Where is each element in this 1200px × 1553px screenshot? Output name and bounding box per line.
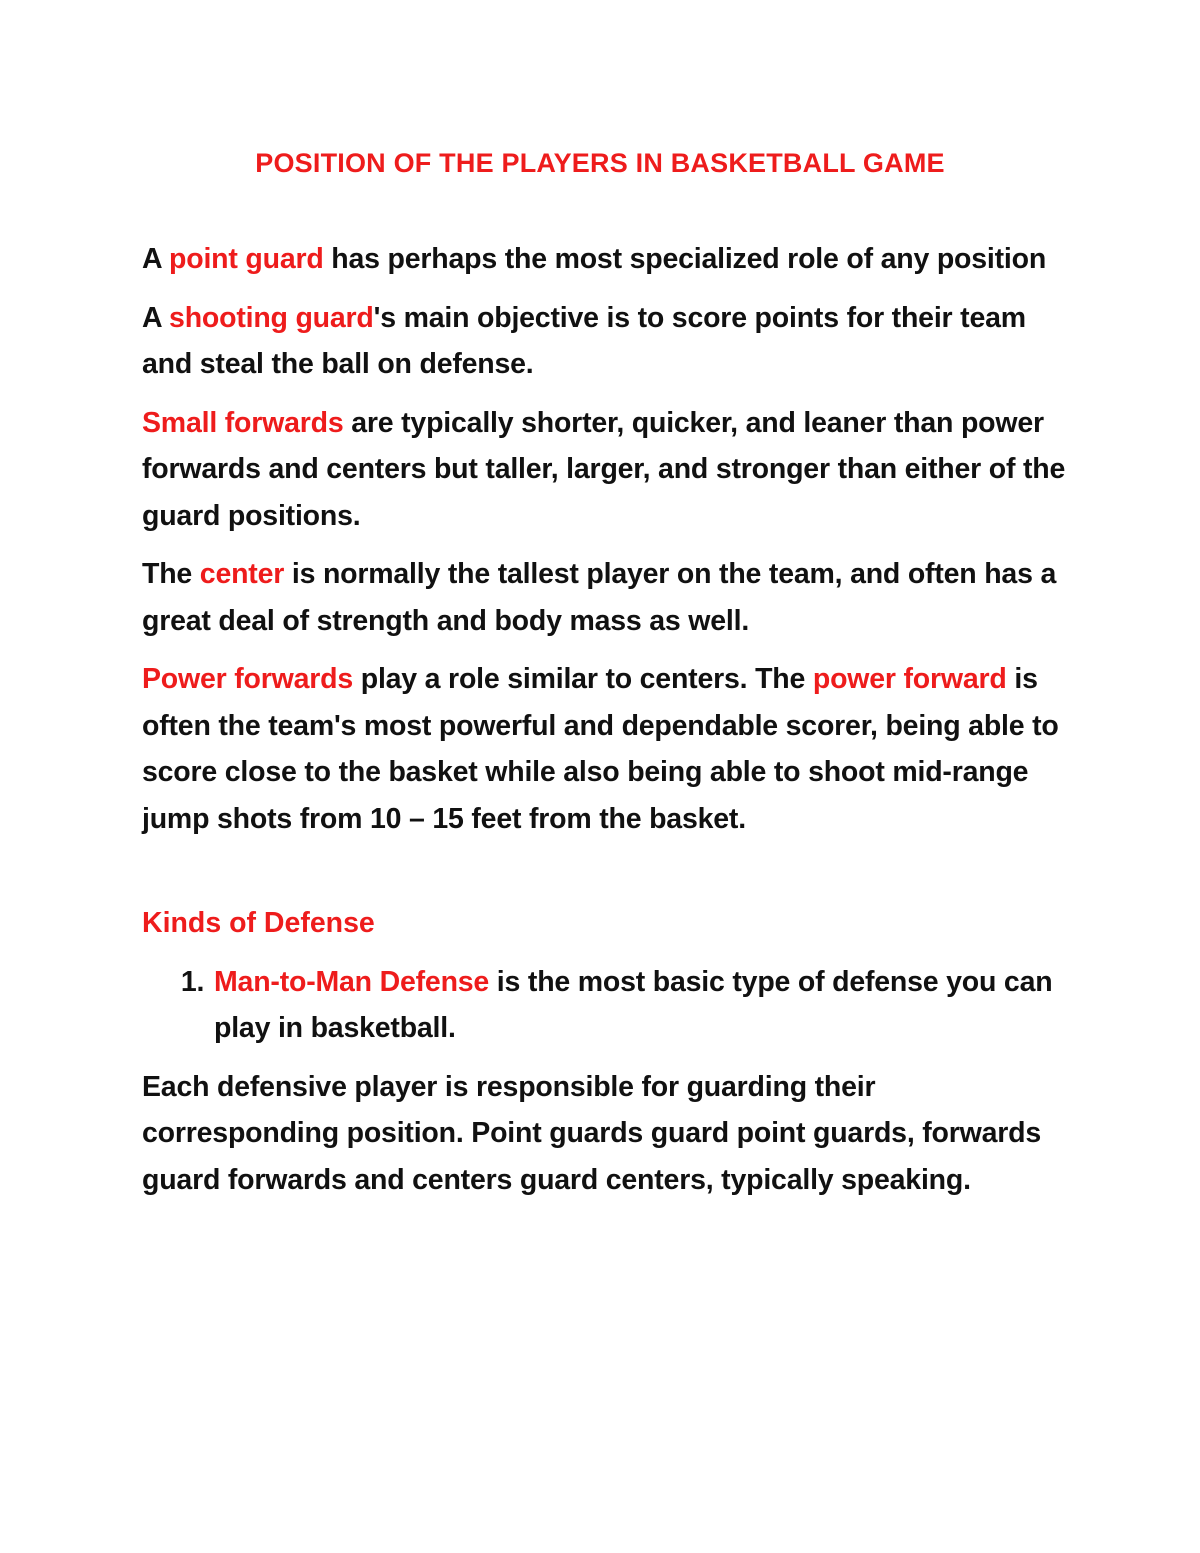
paragraph-text: A [142,301,170,334]
paragraph-shooting-guard [142,295,1072,388]
paragraph-text: The [142,558,200,590]
paragraph-text: is often the team's most powerful and dependable scorer, being able to score close to the basket while also being able to shoot mid-range jump shots from 10 – 15 feet from the basket. [142,663,1059,835]
defense-description: Each defensive player is responsible for guarding their corresponding position. Point guards guard point guards, forwards guard forwards and centers guard centers, typically speaking. [142,1070,1042,1196]
list-item [212,959,1072,1052]
page-title: POSITION OF THE PLAYERS IN BASKETBALL GAME [255,148,945,178]
paragraph-power-forwards [142,656,1072,842]
defense-list [142,959,1072,1052]
paragraph-point-guard [142,236,1072,283]
highlight-term: center [199,558,285,590]
highlight-term: point guard [169,243,324,275]
highlight-term: Man-to-Man Defense [214,965,490,998]
paragraph-text: has perhaps the most specialized role of any position [323,243,1047,275]
paragraph-text: 's main objective is to score points for their team and steal the ball on defense. [142,301,1026,380]
paragraph-small-forwards [142,400,1072,540]
paragraph-text: play a role similar to centers. The [353,663,813,695]
highlight-term: shooting guard [169,301,374,334]
highlight-term: Small forwards [142,406,344,439]
paragraph-text: are typically shorter, quicker, and leaner than power forwards and centers but taller, larger, and stronger than either of the guard positions. [142,406,1066,532]
paragraph-text: is normally the tallest player on the team, and often has a great deal of strength and body mass as well. [142,558,1057,637]
paragraph-center [142,551,1072,644]
spacer [142,854,1072,900]
highlight-term: power forward [812,663,1007,695]
highlight-term: Power forwards [142,663,354,695]
document-body [142,140,1072,1215]
defense-heading: Kinds of Defense [142,907,375,939]
paragraph-text: A [142,243,170,275]
list-item-text: is the most basic type of defense you can play in basketball. [214,965,1053,1044]
